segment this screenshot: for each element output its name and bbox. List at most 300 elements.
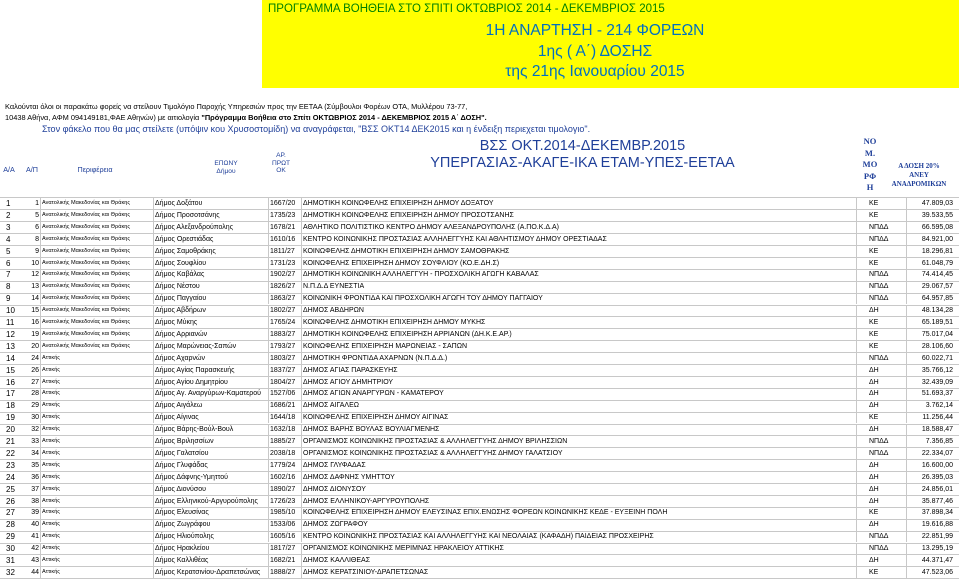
row-form: ΔΗ (856, 496, 906, 507)
row-program: ΔΗΜΟΣ ΒΑΡΗΣ ΒΟΥΛΑΣ ΒΟΥΛΙΑΓΜΕΝΗΣ (301, 424, 856, 435)
table-row (0, 246, 959, 257)
row-ap: 13 (31, 283, 39, 291)
row-municipality: Δήμος Σαμοθράκης (153, 246, 268, 257)
row-municipality: Δήμος Σουφλίου (153, 258, 268, 269)
row-aa: 10 (6, 306, 15, 316)
row-municipality: Δήμος Αγίας Παρασκευής (153, 365, 268, 376)
row-form: ΔΗ (856, 484, 906, 495)
table-row (0, 353, 959, 364)
row-protocol: 1735/23 (268, 210, 301, 221)
row-aa: 11 (6, 318, 15, 327)
row-region: Αττικής (40, 353, 153, 364)
row-municipality: Δήμος Αίγινας (153, 412, 268, 423)
row-protocol: 1883/27 (268, 329, 301, 340)
row-program: ΟΡΓΑΝΙΣΜΟΣ ΚΟΙΝΩΝΙΚΗΣ ΠΡΟΣΤΑΣΙΑΣ & ΑΛΛΗΛΕΓΓΥΗΣ ΔΗΜΟΥ ΒΡΙΛΗΣΣΙΩΝ (301, 436, 856, 447)
row-region: Αττικής (40, 496, 153, 507)
row-protocol: 1885/27 (268, 436, 301, 447)
row-region: Αττικής (40, 400, 153, 411)
row-program: ΚΟΙΝΩΦΕΛΗΣ ΔΗΜΟΤΙΚΗ ΕΠΙΧΕΙΡΗΣΗ ΔΗΜΟΥ ΣΑΜΟΘΡΑΚΗΣ (301, 246, 856, 257)
col-region: Περιφέρεια (77, 165, 113, 174)
row-program: ΔΗΜΟΣ ΚΑΛΛΙΘΕΑΣ (301, 555, 856, 566)
row-amount: 29.067,57 (906, 281, 959, 292)
row-municipality: Δήμος Καλλιθέας (153, 555, 268, 566)
row-form: ΔΗ (856, 555, 906, 566)
intro-line-3: Στον φάκελο που θα μας στείλετε (υπόψιν κου Χρυσοστομίδη) να αναγράφεται, "ΒΣΣ ΟΚΤ14 ΔΕΚ2015 και η ένδειξη περιεχεται τιμολογιο". (42, 124, 591, 134)
row-protocol: 1837/27 (268, 365, 301, 376)
row-amount: 51.693,37 (906, 388, 959, 399)
date-title: της 21ης Ιανουαρίου 2015 (505, 63, 685, 80)
row-ap: 14 (31, 295, 39, 303)
row-protocol: 1890/27 (268, 484, 301, 495)
row-protocol: 1803/27 (268, 353, 301, 364)
col-municipality-l2: Δήμου (216, 167, 236, 175)
col-form-l2: Μ. (864, 147, 876, 158)
row-form: ΚΕ (856, 412, 906, 423)
table-row (0, 305, 959, 316)
row-form: ΚΕ (856, 567, 906, 578)
row-aa: 5 (6, 246, 11, 256)
row-ap: 8 (35, 235, 39, 243)
table-row (0, 531, 959, 542)
row-protocol: 1793/27 (268, 341, 301, 352)
row-protocol: 1632/18 (268, 424, 301, 435)
row-form: ΔΗ (856, 472, 906, 483)
row-program: ΔΗΜΟΣ ΑΓΙΑΣ ΠΑΡΑΣΚΕΥΗΣ (301, 365, 856, 376)
row-form: ΝΠΔΔ (856, 269, 906, 280)
row-form: ΝΠΔΔ (856, 222, 906, 233)
row-aa: 24 (6, 472, 15, 482)
table-row (0, 519, 959, 530)
row-program: ΚΕΝΤΡΟ ΚΟΙΝΩΝΙΚΗΣ ΠΡΟΣΤΑΣΙΑΣ ΚΑΙ ΑΛΛΗΛΕΓΓΥΗΣ ΚΑΙ ΝΕΟΛΑΙΑΣ (ΚΑΦΑΔΗ) ΠΑΙΔΕΙΑΣ ΠΡΟΣΧΕΙΡΗΣ (301, 531, 856, 542)
row-region: Ανατολικής Μακεδονίας και Θράκης (40, 222, 153, 233)
row-protocol: 1644/18 (268, 412, 301, 423)
row-divider (0, 578, 959, 579)
row-aa: 21 (6, 437, 15, 446)
row-ap: 27 (31, 378, 39, 386)
row-form: ΝΠΔΔ (856, 543, 906, 554)
row-form: ΚΕ (856, 258, 906, 269)
row-form: ΚΕ (856, 341, 906, 352)
row-form: ΔΗ (856, 460, 906, 471)
row-ap: 39 (31, 509, 39, 517)
row-ap: 1 (35, 200, 39, 207)
row-form: ΚΕ (856, 210, 906, 221)
row-ap: 6 (35, 223, 39, 231)
row-protocol: 1802/27 (268, 305, 301, 316)
row-form: ΚΕ (856, 198, 906, 209)
row-ap: 26 (31, 366, 39, 374)
row-program: ΔΗΜΟΤΙΚΗ ΚΟΙΝΩΦΕΛΗΣ ΕΠΙΧΕΙΡΗΣΗ ΑΡΡΙΑΝΩΝ (ΔΗ.Κ.Ε.ΑΡ.) (301, 329, 856, 340)
row-aa: 19 (6, 413, 15, 423)
row-amount: 61.048,79 (906, 258, 959, 269)
row-protocol: 1817/27 (268, 543, 301, 554)
row-municipality: Δήμος Μύκης (153, 317, 268, 328)
posting-title: 1Η ΑΝΑΡΤΗΣΗ - 214 ΦΟΡΕΩΝ (485, 22, 705, 39)
row-municipality: Δήμος Ορεστιάδας (153, 234, 268, 245)
row-aa: 17 (6, 389, 15, 399)
row-ap: 42 (31, 545, 39, 553)
row-municipality: Δήμος Αγ. Αναργύρων-Καματερού (153, 388, 268, 399)
row-amount: 18.588,47 (906, 424, 959, 435)
row-ap: 12 (31, 271, 39, 279)
col-protocol-l2: ΠΡΩΤ (271, 159, 291, 167)
col-amount-l2: ΑΝΕΥ (909, 171, 929, 179)
row-form: ΝΠΔΔ (856, 281, 906, 292)
row-program: ΚΟΙΝΩΝΙΚΗ ΦΡΟΝΤΙΔΑ ΚΑΙ ΠΡΟΣΧΟΛΙΚΗ ΑΓΩΓΗ ΤΟΥ ΔΗΜΟΥ ΠΑΓΓΑΙΟΥ (301, 293, 856, 304)
row-aa: 13 (6, 341, 15, 351)
row-municipality: Δήμος Αλεξανδρούπολης (153, 222, 268, 233)
row-program: ΚΕΝΤΡΟ ΚΟΙΝΩΝΙΚΗΣ ΠΡΟΣΤΑΣΙΑΣ ΑΛΛΗΛΕΓΓΥΗΣ ΚΑΙ ΑΘΛΗΤΙΣΜΟΥ ΔΗΜΟΥ ΟΡΕΣΤΙΑΔΑΣ (301, 234, 856, 245)
table-row (0, 234, 959, 245)
table-row (0, 269, 959, 280)
table-row (0, 258, 959, 269)
row-municipality: Δήμος Αχαρνών (153, 353, 268, 364)
row-program: ΔΗΜΟΣ ΚΕΡΑΤΣΙΝΙΟΥ-ΔΡΑΠΕΤΣΩΝΑΣ (301, 567, 856, 578)
row-form: ΔΗ (856, 365, 906, 376)
row-amount: 7.356,85 (906, 436, 959, 447)
row-protocol: 1888/27 (268, 567, 301, 578)
row-aa: 31 (6, 556, 15, 565)
table-row (0, 460, 959, 471)
row-form: ΚΕ (856, 317, 906, 328)
row-program: ΔΗΜΟΣ ΑΙΓΑΛΕΩ (301, 400, 856, 411)
intro-line-1: Καλούνται όλοι οι παρακάτω φορείς να στείλουν Τιμολόγιο Παροχής Υπηρεσιών προς την ΕΕΤΑΑ (Σύμβουλοι Φορέων ΟΤΑ, Μυλλέρου 73-77, (5, 102, 468, 111)
table-row (0, 377, 959, 388)
row-municipality: Δήμος Γαλατσίου (153, 448, 268, 459)
installment-title: 1ης ( Α΄) ΔΟΣΗΣ (537, 43, 653, 60)
row-form: ΝΠΔΔ (856, 353, 906, 364)
row-program: ΔΗΜΟΤΙΚΗ ΚΟΙΝΩΦΕΛΗΣ ΕΠΙΧΕΙΡΗΣΗ ΔΗΜΟΥ ΔΟΞΑΤΟΥ (301, 198, 856, 209)
row-protocol: 1682/21 (268, 555, 301, 566)
row-protocol: 1731/23 (268, 258, 301, 269)
row-municipality: Δήμος Καβάλας (153, 269, 268, 280)
row-program: ΔΗΜΟΣ ΖΩΓΡΑΦΟΥ (301, 519, 856, 530)
table-row (0, 567, 959, 578)
row-amount: 47.523,06 (906, 567, 959, 578)
table-row (0, 555, 959, 566)
row-protocol: 1605/16 (268, 531, 301, 542)
row-aa: 8 (6, 282, 11, 292)
row-protocol: 1667/20 (268, 198, 301, 209)
table-row (0, 365, 959, 376)
row-aa: 7 (6, 270, 11, 280)
row-amount: 60.022,71 (906, 353, 959, 364)
intro-line-2 (5, 113, 487, 122)
row-municipality: Δήμος Παγγαίου (153, 293, 268, 304)
row-protocol: 1804/27 (268, 377, 301, 388)
row-program: ΔΗΜΟΣ ΔΙΟΝΥΣΟΥ (301, 484, 856, 495)
table-row (0, 507, 959, 518)
row-region: Αττικής (40, 484, 153, 495)
row-region: Αττικής (40, 365, 153, 376)
row-ap: 16 (31, 319, 39, 326)
col-form-l1: ΝΟ (863, 136, 877, 146)
row-municipality: Δήμος Αιγάλεω (153, 400, 268, 411)
program-title: ΠΡΟΓΡΑΜΜΑ ΒΟΗΘΕΙΑ ΣΤΟ ΣΠΙΤΙ ΟΚΤΩΒΡΙΟΣ 2014 - ΔΕΚΕΜΒΡΙΟΣ 2015 (268, 3, 665, 15)
row-form: ΔΗ (856, 519, 906, 530)
row-region: Ανατολικής Μακεδονίας και Θράκης (40, 258, 153, 269)
table-row (0, 198, 959, 209)
row-amount: 3.762,14 (906, 400, 959, 411)
table-row (0, 341, 959, 352)
row-amount: 24.856,01 (906, 484, 959, 495)
col-amount (880, 162, 958, 189)
row-region: Αττικής (40, 424, 153, 435)
row-ap: 32 (31, 426, 39, 434)
table-row (0, 281, 959, 292)
row-amount: 19.616,88 (906, 519, 959, 530)
row-protocol: 1863/27 (268, 293, 301, 304)
row-region: Ανατολικής Μακεδονίας και Θράκης (40, 341, 153, 352)
row-region: Αττικής (40, 377, 153, 388)
row-ap: 44 (31, 568, 39, 576)
row-form: ΝΠΔΔ (856, 293, 906, 304)
row-form: ΝΠΔΔ (856, 531, 906, 542)
row-region: Αττικής (40, 567, 153, 578)
row-form: ΔΗ (856, 424, 906, 435)
row-form: ΚΕ (856, 329, 906, 340)
row-region: Ανατολικής Μακεδονίας και Θράκης (40, 234, 153, 245)
col-form-l3: ΜΟ (862, 159, 878, 170)
row-ap: 35 (31, 461, 39, 469)
row-amount: 65.189,51 (906, 317, 959, 328)
row-aa: 23 (6, 460, 15, 470)
row-amount: 26.395,03 (906, 472, 959, 483)
table-row (0, 400, 959, 411)
row-program: Ν.Π.Δ.Δ ΕΥΝΕΣΤΙΑ (301, 281, 856, 292)
col-municipality (206, 160, 246, 175)
row-program: ΔΗΜΟΣ ΑΒΔΗΡΩΝ (301, 305, 856, 316)
row-aa: 26 (6, 496, 15, 506)
row-region: Αττικής (40, 436, 153, 447)
row-protocol: 1765/24 (268, 317, 301, 328)
row-region: Ανατολικής Μακεδονίας και Θράκης (40, 329, 153, 340)
row-form: ΚΕ (856, 246, 906, 257)
row-ap: 43 (31, 557, 39, 564)
row-program: ΚΟΙΝΩΦΕΛΗΣ ΕΠΙΧΕΙΡΗΣΗ ΔΗΜΟΥ ΕΛΕΥΣΙΝΑΣ ΕΠΙΧ.ΕΝΩΣΗΣ ΦΟΡΕΩΝ ΚΟΙΝΩΝΙΚΗΣ ΚΕΔΕ - ΕΥΞΕΙΝΗ ΠΟΛΗ (301, 507, 856, 518)
row-amount: 39.533,55 (906, 210, 959, 221)
table-row (0, 412, 959, 423)
table-row (0, 472, 959, 483)
row-municipality: Δήμος Δοξάτου (153, 198, 268, 209)
row-region: Αττικής (40, 460, 153, 471)
table-row (0, 222, 959, 233)
row-program: ΑΘΛΗΤΙΚΟ ΠΟΛΙΤΙΣΤΙΚΟ ΚΕΝΤΡΟ ΔΗΜΟΥ ΑΛΕΞΑΝΔΡΟΥΠΟΛΗΣ (Α.ΠΟ.Κ.Δ.Α) (301, 222, 856, 233)
row-program: ΚΟΙΝΩΦΕΛΗΣ ΕΠΙΧΕΙΡΗΣΗ ΔΗΜΟΥ ΣΟΥΦΛΙΟΥ (ΚΟ.Ε.ΔΗ.Σ) (301, 258, 856, 269)
row-aa: 16 (6, 377, 15, 387)
row-municipality: Δήμος Γλυφάδας (153, 460, 268, 471)
row-aa: 14 (6, 353, 15, 363)
row-amount: 66.595,08 (906, 222, 959, 233)
row-aa: 28 (6, 520, 15, 530)
row-program: ΔΗΜΟΣ ΔΑΦΝΗΣ ΥΜΗΤΤΟΥ (301, 472, 856, 483)
row-program: ΚΟΙΝΩΦΕΛΗΣ ΕΠΙΧΕΙΡΗΣΗ ΔΗΜΟΥ ΑΙΓΙΝΑΣ (301, 412, 856, 423)
row-program: ΚΟΙΝΩΦΕΛΗΣ ΔΗΜΟΤΙΚΗ ΕΠΙΧΕΙΡΗΣΗ ΔΗΜΟΥ ΜΥΚΗΣ (301, 317, 856, 328)
row-region: Ανατολικής Μακεδονίας και Θράκης (40, 210, 153, 221)
row-aa: 27 (6, 508, 15, 518)
col-program-l2: ΥΠΕΡΓΑΣΙΑΣ-ΑΚΑΓΕ-ΙΚΑ ΕΤΑΜ-ΥΠΕΣ-ΕΕΤΑΑ (430, 155, 735, 171)
row-program: ΔΗΜΟΤΙΚΗ ΚΟΙΝΩΝΙΚΗ ΑΛΛΗΛΕΓΓΥΗ - ΠΡΟΣΧΟΛΙΚΗ ΑΓΩΓΗ ΚΑΒΑΛΑΣ (301, 269, 856, 280)
row-amount: 47.809,03 (906, 198, 959, 209)
row-form: ΔΗ (856, 305, 906, 316)
row-municipality: Δήμος Ηλιούπολης (153, 531, 268, 542)
row-aa: 29 (6, 532, 15, 542)
table-row (0, 448, 959, 459)
row-aa: 12 (6, 329, 15, 339)
row-municipality: Δήμος Βριλησσίων (153, 436, 268, 447)
col-program (360, 138, 805, 172)
row-protocol: 1811/27 (268, 246, 301, 257)
row-aa: 25 (6, 484, 15, 494)
row-program: ΟΡΓΑΝΙΣΜΟΣ ΚΟΙΝΩΝΙΚΗΣ ΜΕΡΙΜΝΑΣ ΗΡΑΚΛΕΙΟΥ ΑΤΤΙΚΗΣ (301, 543, 856, 554)
row-region: Αττικής (40, 519, 153, 530)
row-protocol: 1902/27 (268, 269, 301, 280)
col-protocol-l1: ΑΡ. (276, 152, 286, 159)
row-aa: 3 (6, 222, 11, 232)
row-amount: 11.256,44 (906, 412, 959, 423)
row-aa: 15 (6, 365, 15, 375)
row-municipality: Δήμος Βάρης-Βούλ-Βουλ (153, 424, 268, 435)
row-program: ΔΗΜΟΣ ΕΛΛΗΝΙΚΟΥ-ΑΡΓΥΡΟΥΠΟΛΗΣ (301, 496, 856, 507)
intro-line-2a: 10438 Αθήνα, ΑΦΜ 094149181,ΦΑΕ Αθηνών) με αιτιολογία (5, 113, 202, 122)
row-municipality: Δήμος Διονύσου (153, 484, 268, 495)
row-protocol: 1533/06 (268, 519, 301, 530)
col-amount-l3: ΑΝΑΔΡΟΜΙΚΩΝ (891, 180, 947, 188)
row-form: ΔΗ (856, 377, 906, 388)
row-region: Αττικής (40, 448, 153, 459)
table-row (0, 317, 959, 328)
row-municipality: Δήμος Ζωγράφου (153, 519, 268, 530)
row-ap: 38 (31, 497, 39, 505)
row-amount: 22.334,07 (906, 448, 959, 459)
row-region: Αττικής (40, 472, 153, 483)
row-region: Αττικής (40, 507, 153, 518)
table-row (0, 388, 959, 399)
row-municipality: Δήμος Ελληνικού-Αργυρούπολης (153, 496, 268, 507)
row-region: Αττικής (40, 388, 153, 399)
row-ap: 28 (31, 390, 39, 398)
row-aa: 18 (6, 401, 15, 411)
row-amount: 22.851,99 (906, 531, 959, 542)
row-amount: 13.295,19 (906, 543, 959, 554)
row-amount: 74.414,45 (906, 269, 959, 280)
col-amount-l1: Α ΔΟΣΗ 20% (898, 162, 940, 170)
row-form: ΔΗ (856, 400, 906, 411)
table-row (0, 436, 959, 447)
row-ap: 5 (35, 211, 39, 219)
table-row (0, 424, 959, 435)
row-protocol: 1726/23 (268, 496, 301, 507)
row-form: ΝΠΔΔ (856, 234, 906, 245)
row-amount: 84.921,00 (906, 234, 959, 245)
intro-line-2b: "Πρόγραμμα Βοήθεια στο Σπίτι ΟΚΤΩΒΡΙΟΣ 2014 - ΔΕΚΕΜΒΡΙΟΣ 2015 Α΄ ΔΟΣΗ". (201, 113, 487, 122)
row-form: ΝΠΔΔ (856, 436, 906, 447)
row-protocol: 1527/06 (268, 388, 301, 399)
col-municipality-l1: ΕΠΩΝΥ (214, 160, 238, 167)
row-municipality: Δήμος Μαρώνειας-Σαπών (153, 341, 268, 352)
row-aa: 30 (6, 544, 15, 554)
row-program: ΔΗΜΟΣ ΑΓΙΟΥ ΔΗΜΗΤΡΙΟΥ (301, 377, 856, 388)
row-protocol: 1610/16 (268, 234, 301, 245)
row-region: Ανατολικής Μακεδονίας και Θράκης (40, 246, 153, 257)
row-municipality: Δήμος Αγίου Δημητρίου (153, 377, 268, 388)
row-region: Αττικής (40, 531, 153, 542)
row-protocol: 1602/16 (268, 472, 301, 483)
row-program: ΔΗΜΟΤΙΚΗ ΦΡΟΝΤΙΔΑ ΑΧΑΡΝΩΝ (Ν.Π.Δ.Δ.) (301, 353, 856, 364)
row-region: Αττικής (40, 412, 153, 423)
row-form: ΔΗ (856, 388, 906, 399)
table-row (0, 210, 959, 221)
row-program: ΚΟΙΝΩΦΕΛΗΣ ΕΠΙΧΕΙΡΗΣΗ ΜΑΡΩΝΕΙΑΣ - ΣΑΠΩΝ (301, 341, 856, 352)
row-protocol: 1985/10 (268, 507, 301, 518)
row-amount: 75.017,04 (906, 329, 959, 340)
row-ap: 9 (35, 247, 39, 255)
row-region: Αττικής (40, 555, 153, 566)
row-form: ΚΕ (856, 507, 906, 518)
row-ap: 10 (31, 259, 39, 267)
row-aa: 2 (6, 210, 11, 220)
col-protocol (266, 152, 296, 175)
col-program-l1: ΒΣΣ ΟΚΤ.2014-ΔΕΚΕΜΒΡ.2015 (479, 138, 686, 154)
table-row (0, 329, 959, 340)
row-amount: 48.134,28 (906, 305, 959, 316)
col-protocol-l3: ΟΚ (276, 167, 286, 174)
row-ap: 30 (31, 414, 39, 422)
row-aa: 4 (6, 234, 11, 244)
row-amount: 37.898,34 (906, 507, 959, 518)
row-municipality: Δήμος Ηρακλείου (153, 543, 268, 554)
row-aa: 20 (6, 425, 15, 435)
row-amount: 16.600,00 (906, 460, 959, 471)
row-region: Αττικής (40, 543, 153, 554)
row-ap: 19 (31, 330, 39, 338)
row-aa: 6 (6, 258, 11, 268)
row-aa: 1 (6, 199, 11, 208)
col-form-l5: Η (866, 182, 874, 193)
col-aa: Α/Α (3, 165, 15, 174)
row-region: Ανατολικής Μακεδονίας και Θράκης (40, 269, 153, 280)
row-program: ΔΗΜΟΣ ΑΓΙΩΝ ΑΝΑΡΓΥΡΩΝ - ΚΑΜΑΤΕΡΟΥ (301, 388, 856, 399)
row-municipality: Δήμος Αρριανών (153, 329, 268, 340)
table-row (0, 484, 959, 495)
row-ap: 15 (31, 307, 39, 315)
col-ap: Α/Π (26, 165, 38, 174)
row-ap: 37 (31, 485, 39, 493)
row-program: ΟΡΓΑΝΙΣΜΟΣ ΚΟΙΝΩΝΙΚΗΣ ΠΡΟΣΤΑΣΙΑΣ & ΑΛΛΗΛΕΓΓΥΗΣ ΔΗΜΟΥ ΓΑΛΑΤΣΙΟΥ (301, 448, 856, 459)
row-program: ΔΗΜΟΣ ΓΛΥΦΑΔΑΣ (301, 460, 856, 471)
row-amount: 18.296,81 (906, 246, 959, 257)
row-aa: 32 (6, 567, 15, 577)
row-ap: 33 (31, 438, 39, 445)
table-row (0, 543, 959, 554)
row-ap: 34 (31, 449, 39, 457)
row-municipality: Δήμος Προσοτσάνης (153, 210, 268, 221)
col-form-l4: ΡΦ (863, 170, 877, 181)
row-ap: 40 (31, 521, 39, 529)
table-row (0, 293, 959, 304)
row-region: Ανατολικής Μακεδονίας και Θράκης (40, 317, 153, 328)
row-amount: 64.957,85 (906, 293, 959, 304)
row-municipality: Δήμος Ελευσίνας (153, 507, 268, 518)
row-municipality: Δήμος Αβδήρων (153, 305, 268, 316)
row-municipality: Δήμος Νέστου (153, 281, 268, 292)
row-aa: 9 (6, 294, 11, 304)
row-ap: 29 (31, 402, 39, 410)
row-amount: 35.877,46 (906, 496, 959, 507)
row-amount: 32.439,09 (906, 377, 959, 388)
row-amount: 35.766,12 (906, 365, 959, 376)
row-region: Ανατολικής Μακεδονίας και Θράκης (40, 293, 153, 304)
